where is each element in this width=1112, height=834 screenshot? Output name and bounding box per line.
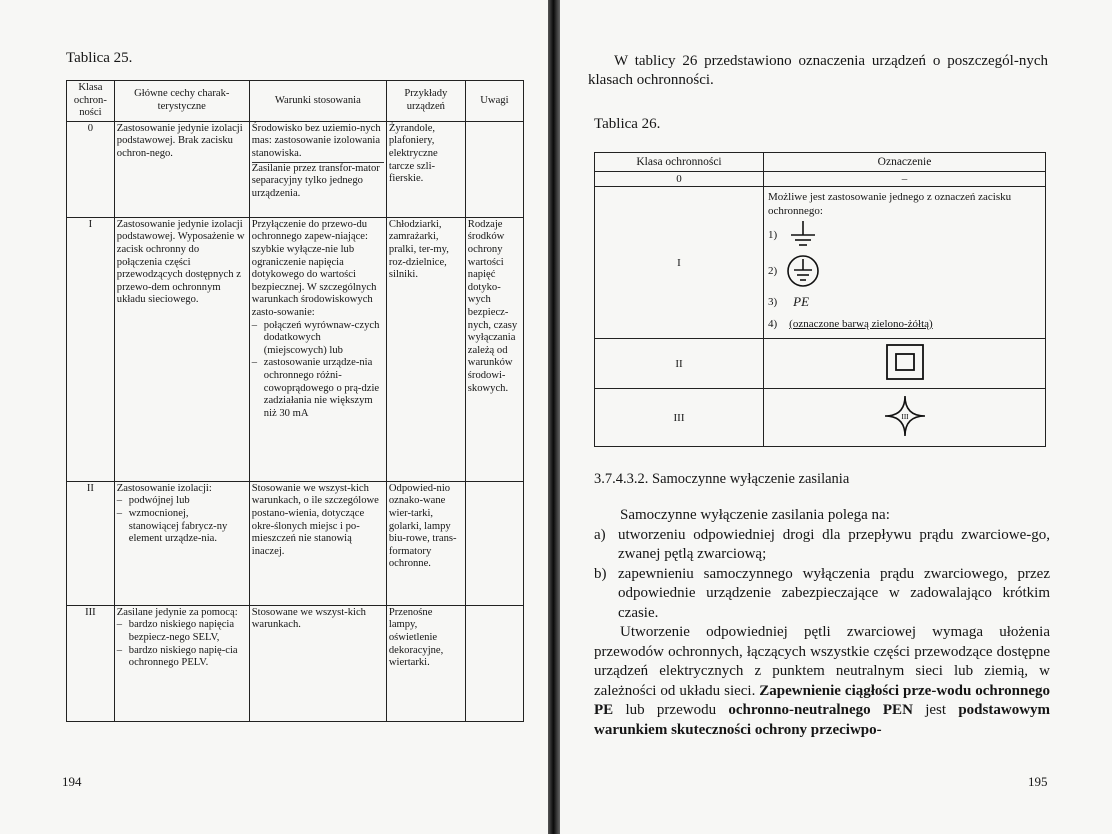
marking-option <box>768 314 1041 334</box>
table-row <box>67 121 524 217</box>
list-item-text: zapewnieniu samoczynnego wyłączenia prądu zwarciowego, przez odpowiednie urządzenie zabezpieczające w zadowalająco krótkim czasie. <box>618 565 1050 621</box>
option-number: 3) <box>768 296 778 308</box>
features-text: Zasilane jedynie za pomocą: <box>116 606 238 618</box>
header-uwagi: Uwagi <box>465 81 523 122</box>
class-cell: III <box>67 605 115 721</box>
list-item-text: bardzo niskiego napięcia bezpiecz-nego SELV, <box>128 619 235 643</box>
section-title: 3.7.4.3.2. Samoczynne wyłączenie zasilania <box>594 471 850 487</box>
list-item-text: połączeń wyrównaw-czych dodatkowych (miejscowych) lub <box>263 319 380 356</box>
table-row <box>67 605 524 721</box>
header-cechy: Główne cechy charak-terystyczne <box>114 81 249 122</box>
intro-paragraph: W tablicy 26 przedstawiono oznaczenia urządzeń o poszczegól-nych klasach ochronności. <box>588 53 1048 88</box>
marking-cell <box>764 187 1046 339</box>
class-cell: III <box>595 389 764 447</box>
paragraph-text: jest <box>925 702 947 718</box>
list-item: – wzmocnionej, <box>116 507 189 519</box>
marking-option <box>768 290 1041 314</box>
marking-option <box>768 252 1041 290</box>
table-row <box>595 389 1046 447</box>
option-4-text: (oznaczone barwą zielono-żółtą) <box>789 318 933 330</box>
class-iii-diamond-icon <box>881 392 929 440</box>
header-klasa-ochronnosci: Klasa ochronności <box>595 153 764 172</box>
pe-label: PE <box>793 294 810 309</box>
bold-text: ochronno-neutralnego PEN <box>728 702 913 718</box>
list-item-text: utworzeniu odpowiedniej drogi dla przepływu prądu zwarciowe-go, zwanej pętlą zwarciową; <box>618 526 1050 562</box>
conditions-text: Środowisko bez uziemio-nych mas: zastosowanie izolowania stanowiska. <box>251 122 381 159</box>
body-text <box>594 506 1050 740</box>
features-cell: Zastosowanie jedynie izolacji podstawowej. Wyposażenie w zacisk ochronny do połączenia części przewodzących dostępnych z przewo-dem ochronnym układu sieciowego. <box>114 217 249 481</box>
list-marker: b) <box>594 565 607 582</box>
bold-text: podstawowym warunkiem skuteczności ochrony przeciwpo- <box>594 702 1051 738</box>
header-warunki: Warunki stosowania <box>249 81 386 122</box>
page-number: 194 <box>62 774 82 789</box>
header-oznaczenie: Oznaczenie <box>764 153 1046 172</box>
conditions-cell: Stosowanie we wszyst-kich warunkach, o ile szczególowe postano-wienia, dotyczące okre-ślonych miejsc i po-mieszczeń nie stanowią inaczej. <box>249 481 386 605</box>
protective-earth-circle-icon <box>783 253 823 289</box>
examples-cell: Żyrandole, plafoniery, elektryczne tarcze szli-fierskie. <box>386 121 465 217</box>
list-item-text: podwójnej lub <box>128 495 190 507</box>
header-klasa: Klasa ochron-ności <box>67 81 115 122</box>
table-25 <box>66 80 524 722</box>
list-item <box>594 565 1050 624</box>
features-text: Zastosowanie izolacji: <box>116 482 212 494</box>
list-item: – zastosowanie urządze-nia ochronnego różni-cowoprądowego o prą-dzie zadziałania nie większym niż 30 mA <box>252 357 384 420</box>
conditions-cell <box>249 121 386 217</box>
table-25-caption: Tablica 25. <box>66 50 133 66</box>
table-row <box>595 172 1046 187</box>
examples-cell: Odpowied-nio oznako-wane wier-tarki, golarki, lampy biu-rowe, trans-formatory ochronne. <box>386 481 465 605</box>
option-number: 2) <box>768 265 778 277</box>
marking-cell <box>764 389 1046 447</box>
list-marker: a) <box>594 526 606 543</box>
examples-cell: Przenośne lampy, oświetlenie dekoracyjne, wiertarki. <box>386 605 465 721</box>
notes-cell <box>465 481 523 605</box>
conditions-text: Zasilanie przez transfor-mator separacyjny tylko jednego urządzenia. <box>252 162 384 201</box>
header-przyklady: Przykłady urządzeń <box>386 81 465 122</box>
conditions-text: Przyłączenie do przewo-du ochronnego zapew-niające: szybkie wyłącze-nie lub ograniczenie napięcia dotykowego do wartości bezpiecznej. W szczególnych warunkach środowiskowych zasto-sowanie: <box>251 218 377 318</box>
list-item-text: wzmocnionej, <box>128 507 189 519</box>
table-row <box>595 187 1046 339</box>
table-25-header-row <box>67 81 524 122</box>
earth-ground-icon <box>783 219 823 251</box>
table-26-header-row <box>595 153 1046 172</box>
notes-cell <box>465 605 523 721</box>
class-cell: II <box>67 481 115 605</box>
class-cell: I <box>67 217 115 481</box>
class-cell: 0 <box>67 121 115 217</box>
features-cell <box>114 605 249 721</box>
option-number: 1) <box>768 229 778 241</box>
features-cell <box>114 481 249 605</box>
marking-cell <box>764 339 1046 389</box>
notes-cell <box>465 121 523 217</box>
option-number: 4) <box>768 318 778 330</box>
features-cell: Zastosowanie jedynie izolacji podstawowej. Brak zacisku ochron-nego. <box>114 121 249 217</box>
paragraph-text: lub przewodu <box>625 702 717 718</box>
table-26-caption: Tablica 26. <box>594 116 661 132</box>
list-item <box>594 526 1050 565</box>
examples-cell: Chłodziarki, zamrażarki, pralki, ter-my, roz-dzielnice, silniki. <box>386 217 465 481</box>
features-text: stanowiącej fabrycz-ny element urządze-nia. <box>128 520 228 545</box>
paragraph <box>594 623 1050 740</box>
paragraph: Samoczynne wyłączenie zasilania polega na: <box>620 507 890 523</box>
list-item: – bardzo niskiego napię-cia ochronnego PELV. <box>117 645 247 670</box>
conditions-cell <box>249 217 386 481</box>
marking-option <box>768 218 1041 252</box>
book-gutter <box>548 0 560 834</box>
page-number: 195 <box>1028 774 1048 789</box>
bold-text: Zapewnienie ciągłości prze-wodu ochronnego PE <box>594 682 1051 718</box>
class-cell: 0 <box>595 172 764 187</box>
list-item-text: zastosowanie urządze-nia ochronnego różni-cowoprądowego o prą-dzie zadziałania nie większym niż 30 mA <box>263 357 380 419</box>
conditions-cell: Stosowane we wszyst-kich warunkach. <box>249 605 386 721</box>
table-row <box>67 481 524 605</box>
list-item: – bardzo niskiego napięcia bezpiecz-nego SELV, <box>117 619 247 644</box>
table-row <box>595 339 1046 389</box>
table-26 <box>594 152 1046 447</box>
list-item: – podwójnej lub <box>116 495 190 507</box>
list-item: – połączeń wyrównaw-czych dodatkowych (miejscowych) lub <box>252 320 384 358</box>
class-cell: II <box>595 339 764 389</box>
class-cell: I <box>595 187 764 339</box>
notes-cell: Rodzaje środków ochrony wartości napięć dotyko-wych bezpiecz-nych, czasy wyłączania zależą od warunków środowi-skowych. <box>465 217 523 481</box>
class-iii-symbol-text: III <box>901 413 908 421</box>
table-row <box>67 217 524 481</box>
marking-description: Możliwe jest zastosowanie jednego z oznaczeń zacisku ochronnego: <box>768 191 1012 217</box>
double-square-class-ii-icon <box>883 342 927 382</box>
marking-cell: – <box>764 172 1046 187</box>
list-item-text: bardzo niskiego napię-cia ochronnego PELV. <box>128 644 238 669</box>
left-page <box>0 0 548 834</box>
paragraph-text: Utworzenie odpowiedniej pętli zwarciowej wymaga ułożenia przewodów ochronnych, łączących wszystkie części przewodzące dostępne urządzeń elektrycznych z punktem neutralnym sieci lub ziemią, w zależności od układu sieci. <box>594 624 1050 699</box>
